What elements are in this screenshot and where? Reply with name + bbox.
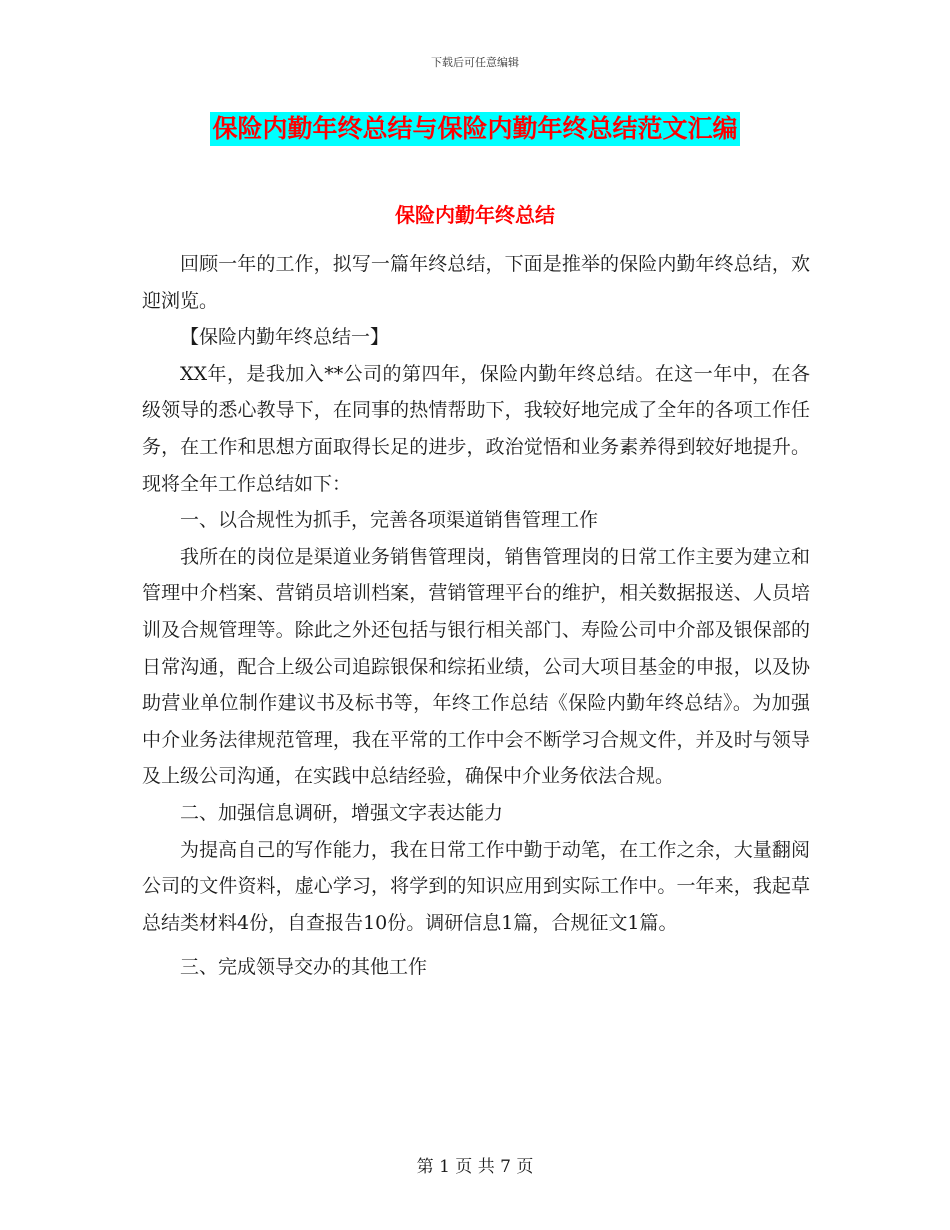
paragraph-section-two: 为提高自己的写作能力，我在日常工作中勤于动笔，在工作之余，大量翻阅公司的文件资料，虚心学习，将学到的知识应用到实际工作中。一年来，我起草总结类材料4份，自查报告10份。调研信息1篇，合规征文1篇。 xyxy=(142,838,810,934)
paragraph-section-one: 我所在的岗位是渠道业务销售管理岗，销售管理岗的日常工作主要为建立和管理中介档案、营销员培训档案，营销管理平台的维护，相关数据报送、人员培训及合规管理等。除此之外还包括与银行相关部门、寿险公司中介部及银保部的日常沟通，配合上级公司追踪银保和综拓业绩，公司大项目基金的申报，以及协助营业单位制作建议书及标书等，年终工作总结《保险内勤年终总结》。为加强中介业务法律规范管理，我在平常的工作中会不断学习合规文件，并及时与领导及上级公司沟通，在实践中总结经验，确保中介业务依法合规。 xyxy=(142,545,810,788)
paragraph-overview: XX年，是我加入**公司的第四年，保险内勤年终总结。在这一年中，在各级领导的悉心教导下，在同事的热情帮助下，我较好地完成了全年的各项工作任务，在工作和思想方面取得长足的进步，政治觉悟和业务素养得到较好地提升。现将全年工作总结如下： xyxy=(142,362,810,495)
header-note: 下载后可任意编辑 xyxy=(431,56,519,69)
paragraph-heading-part-one: 【保险内勤年终总结一】 xyxy=(180,326,390,349)
paragraph-heading-one: 一、以合规性为抓手，完善各项渠道销售管理工作 xyxy=(180,509,599,532)
document-body xyxy=(142,246,810,986)
paragraph-heading-two: 二、加强信息调研，增强文字表达能力 xyxy=(180,801,504,824)
document-title-container xyxy=(0,112,950,146)
page-footer: 第 1 页 共 7 页 xyxy=(416,1157,534,1177)
document-title: 保险内勤年终总结与保险内勤年终总结范文汇编 xyxy=(210,112,739,146)
section-title: 保险内勤年终总结 xyxy=(395,203,555,227)
paragraph-heading-three: 三、完成领导交办的其他工作 xyxy=(180,956,428,979)
paragraph-intro: 回顾一年的工作，拟写一篇年终总结，下面是推举的保险内勤年终总结，欢迎浏览。 xyxy=(142,253,810,312)
